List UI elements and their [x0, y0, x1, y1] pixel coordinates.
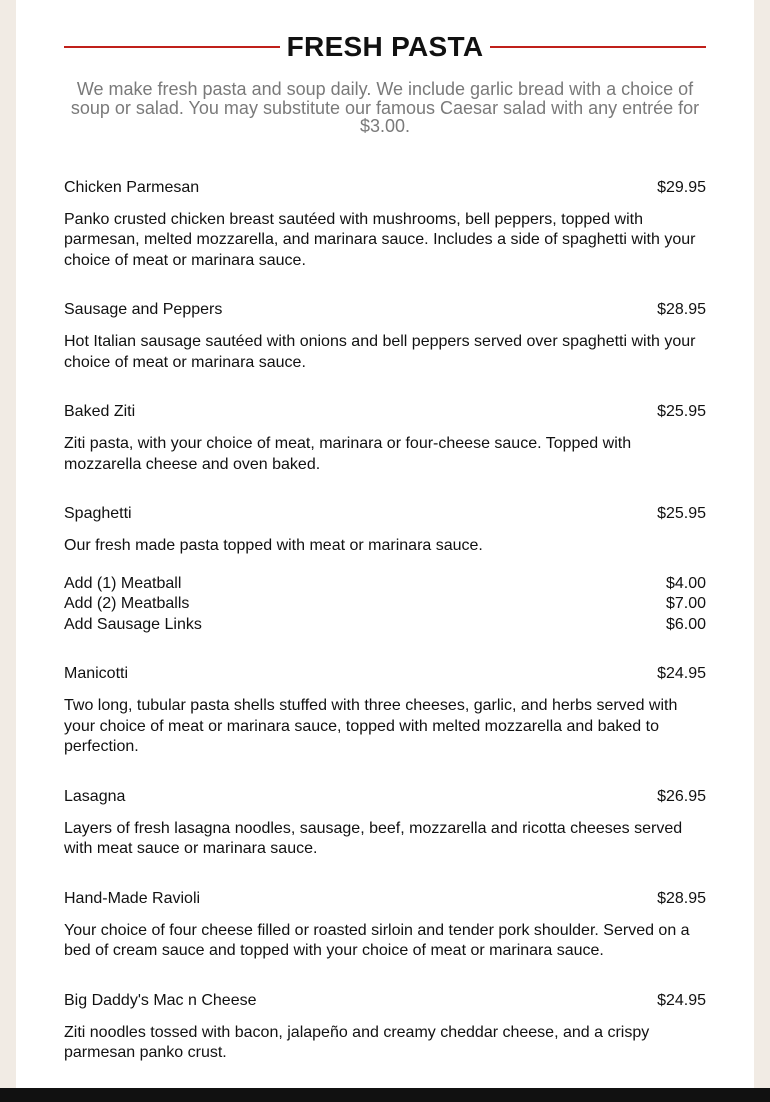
menu-item	[64, 178, 706, 272]
item-description: Your choice of four cheese filled or roasted sirloin and tender pork shoulder. Served on a bed of cream sauce and topped with your choice of meat or marinara sauce.	[64, 921, 690, 960]
section-title: FRESH PASTA	[286, 31, 484, 62]
item-header	[64, 402, 706, 422]
menu-item	[64, 504, 706, 635]
item-price: $28.95	[657, 889, 706, 907]
item-price: $24.95	[657, 991, 706, 1009]
item-header	[64, 664, 706, 684]
item-name: Spaghetti	[64, 505, 132, 523]
item-price: $29.95	[657, 178, 706, 196]
addon-row	[64, 615, 706, 636]
addon-price: $7.00	[665, 595, 706, 613]
item-price: $25.95	[657, 403, 706, 421]
item-price: $28.95	[657, 301, 706, 319]
item-name: Manicotti	[64, 665, 129, 683]
item-price: $24.95	[657, 665, 706, 683]
item-description: Ziti noodles tossed with bacon, jalapeño and creamy cheddar cheese, and a crispy parmesan panko crust.	[64, 1023, 650, 1062]
item-header	[64, 889, 706, 909]
menu-item	[64, 402, 706, 475]
item-header	[64, 504, 706, 524]
menu-items	[64, 178, 706, 1064]
item-description: Layers of fresh lasagna noodles, sausage, beef, mozzarella and ricotta cheeses served with meat sauce or marinara sauce.	[64, 819, 683, 858]
menu-item	[64, 787, 706, 860]
addon-row	[64, 574, 706, 595]
menu-item	[64, 991, 706, 1064]
item-header	[64, 991, 706, 1011]
addon-name: Add Sausage Links	[64, 615, 202, 633]
item-description: Our fresh made pasta topped with meat or marinara sauce.	[64, 537, 483, 555]
footer-bar	[0, 1088, 770, 1102]
item-name: Big Daddy's Mac n Cheese	[64, 991, 257, 1009]
item-name: Hand-Made Ravioli	[64, 889, 201, 907]
menu-panel	[16, 0, 754, 1088]
menu-content	[64, 0, 706, 1093]
item-header	[64, 300, 706, 320]
addon-name: Add (2) Meatballs	[64, 595, 190, 613]
addon-price: $6.00	[665, 615, 706, 633]
item-price: $25.95	[657, 505, 706, 523]
menu-item	[64, 300, 706, 373]
item-name: Sausage and Peppers	[64, 301, 223, 319]
item-name: Lasagna	[64, 787, 126, 805]
section-intro: We make fresh pasta and soup daily. We include garlic bread with a choice of soup or salad. You may substitute our famous Caesar salad with any entrée for $3.00.	[70, 79, 700, 137]
addon-row	[64, 594, 706, 615]
addon-price: $4.00	[665, 574, 706, 592]
addon-list	[64, 574, 706, 636]
item-header	[64, 787, 706, 807]
menu-item	[64, 889, 706, 962]
item-name: Baked Ziti	[64, 403, 136, 421]
item-description: Ziti pasta, with your choice of meat, marinara or four-cheese sauce. Topped with mozzarella cheese and oven baked.	[64, 435, 632, 473]
addon-name: Add (1) Meatball	[64, 574, 182, 592]
heading-rule-right	[490, 46, 706, 48]
item-description: Hot Italian sausage sautéed with onions and bell peppers served over spaghetti with your choice of meat or marinara sauce.	[64, 333, 696, 371]
item-header	[64, 178, 706, 198]
menu-item	[64, 664, 706, 758]
heading-rule-left	[64, 46, 280, 48]
item-name: Chicken Parmesan	[64, 178, 200, 196]
item-description: Two long, tubular pasta shells stuffed with three cheeses, garlic, and herbs served with your choice of meat or marinara sauce, topped with melted mozzarella and baked to perfection.	[64, 697, 678, 756]
item-price: $26.95	[657, 787, 706, 805]
item-description: Panko crusted chicken breast sautéed with mushrooms, bell peppers, topped with parmesan, melted mozzarella, and marinara sauce. Includes a side of spaghetti with your choice of meat or marinara sauce.	[64, 210, 696, 269]
